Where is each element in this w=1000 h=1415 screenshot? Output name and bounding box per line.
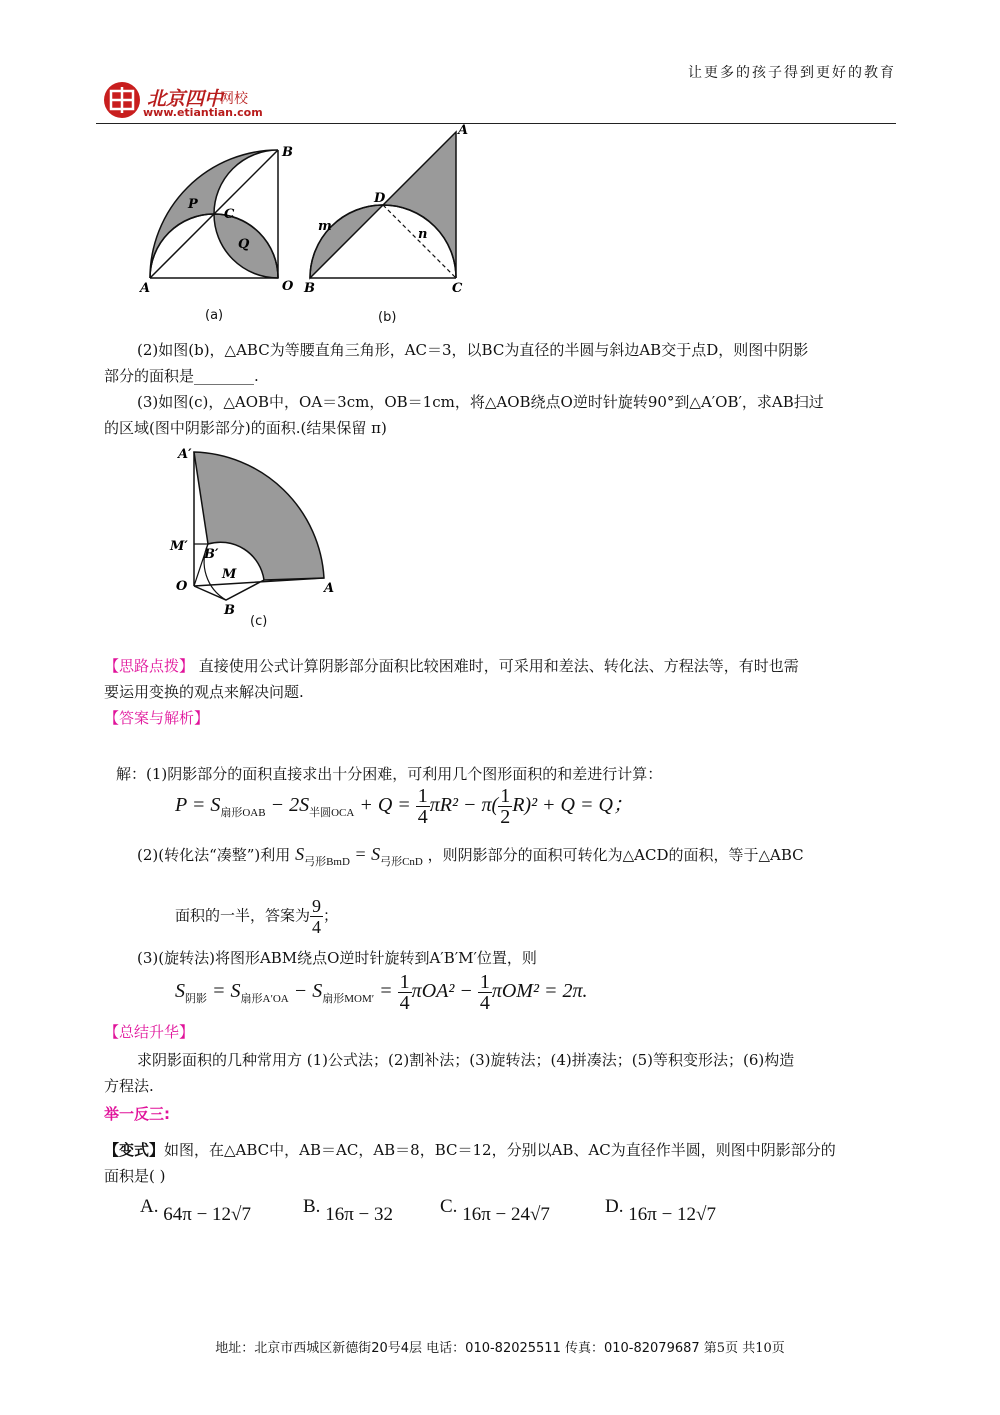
figure-a [138, 138, 298, 298]
figure-b [298, 122, 478, 298]
fig-a-label-O: O [282, 279, 294, 294]
footer [0, 1337, 1000, 1356]
figure-c [168, 440, 348, 620]
fig-b-label-D: D [374, 191, 386, 206]
answer-step1: 解：(1)阴影部分的面积直接求出十分困难，可利用几个图形面积的和差进行计算： [116, 765, 663, 783]
fig-b-label-C: C [452, 281, 463, 296]
footer-address: 地址：北京市西城区新德街20号4层 电话：010-82025511 传真：010-82079687 [215, 1341, 700, 1356]
fig-c-label-A: A [324, 581, 335, 596]
fig-c-label-A1: A′ [178, 447, 192, 462]
header-rule [96, 123, 896, 124]
equation-1: $P = S_{扇形OAB} - 2S_{半圆OCA} + Q$ = $\frac{1}{4}$ πR² − π( $\frac{1}{2}$ R)² + Q = Q； [175, 785, 633, 828]
q3-line1: (3)如图(c)，△AOB中，OA＝3cm，OB＝1cm，将△AOB绕点O逆时针旋转90°到△A′OB′，求AB扫过 [137, 393, 824, 411]
fig-a-label-A: A [140, 281, 151, 296]
fig-b-label-m: m [318, 219, 332, 234]
fig-c-label-B1: B′ [204, 547, 219, 562]
q2-line1: (2)如图(b)，△ABC为等腰直角三角形，AC＝3，以BC为直径的半圆与斜边AB交于点D，则图中阴影 [137, 341, 809, 359]
practice-title: 举一反三: [104, 1105, 170, 1123]
option-a[interactable]: A. 64π − 12√7 [140, 1196, 251, 1225]
fig-b-label-B: B [304, 281, 315, 296]
hint-line2: 要运用变换的观点来解决问题. [104, 683, 304, 701]
practice-line2: 面积是( ) [104, 1167, 166, 1185]
answer-tag: 【答案与解析】 [104, 709, 210, 727]
answer-step2-result: 面积的一半，答案为 $\frac{9}{4}$ ； [175, 896, 339, 937]
logo-emblem-icon [100, 80, 144, 120]
answer-step2: (2)(转化法“凑整”)利用 $S_{弓形BmD} = S_{弓形CnD}$ ，则阴影部分的面积可转化为△ACD的面积，等于△ABC [137, 844, 804, 868]
answer-step3: (3)(旋转法)将图形ABM绕点O逆时针旋转到A′B′M′位置，则 [137, 949, 537, 967]
hint-tag: 【思路点拨】 [104, 657, 195, 675]
q3-line2: 的区域(图中阴影部分)的面积.(结果保留 π) [104, 419, 387, 437]
fig-c-caption: (c) [250, 614, 268, 629]
fig-a-label-Q: Q [238, 237, 250, 252]
logo-sub: 网校 [220, 91, 248, 107]
option-c[interactable]: C. 16π − 24√7 [440, 1196, 550, 1225]
fig-a-caption: (a) [205, 308, 224, 323]
logo-url: www.etiantian.com [143, 106, 263, 119]
summary-line1: 求阴影面积的几种常用方 (1)公式法；(2)割补法；(3)旋转法；(4)拼凑法；(5)等积变形法；(6)构造 [137, 1051, 795, 1069]
option-d[interactable]: D. 16π − 12√7 [605, 1196, 716, 1225]
equation-3: $S_{阴影} = S_{扇形A'OA} - S_{扇形MOM'}$ = $\frac{1}{4}$ πOA² − $\frac{1}{4}$ πOM² = 2π. [175, 971, 588, 1014]
header-slogan: 让更多的孩子得到更好的教育 [688, 65, 896, 81]
fig-a-label-C: C [224, 207, 235, 222]
fig-a-label-B: B [282, 145, 293, 160]
summary-tag: 【总结升华】 [104, 1023, 195, 1041]
fig-b-label-n: n [418, 227, 428, 242]
option-b[interactable]: B. 16π − 32 [303, 1196, 393, 1225]
fig-b-label-A: A [458, 123, 469, 138]
fig-c-label-M: M [222, 567, 237, 582]
practice-line1: 【变式】如图，在△ABC中，AB＝AC，AB＝8，BC＝12，分别以AB、AC为直径作半圆，则图中阴影部分的 [104, 1141, 836, 1159]
footer-page: 第5页 共10页 [703, 1341, 785, 1356]
logo-text: 北京四中 [147, 88, 224, 110]
hint-line1: 直接使用公式计算阴影部分面积比较困难时，可采用和差法、转化法、方程法等，有时也需 [198, 657, 799, 675]
fig-c-label-O: O [176, 579, 188, 594]
fig-c-label-B: B [224, 603, 235, 618]
summary-line2: 方程法. [104, 1077, 154, 1095]
fig-c-label-M1: M′ [170, 539, 188, 554]
fig-b-caption: (b) [378, 310, 397, 325]
q2-line2: 部分的面积是________. [104, 367, 259, 385]
fig-a-label-P: P [188, 197, 198, 212]
